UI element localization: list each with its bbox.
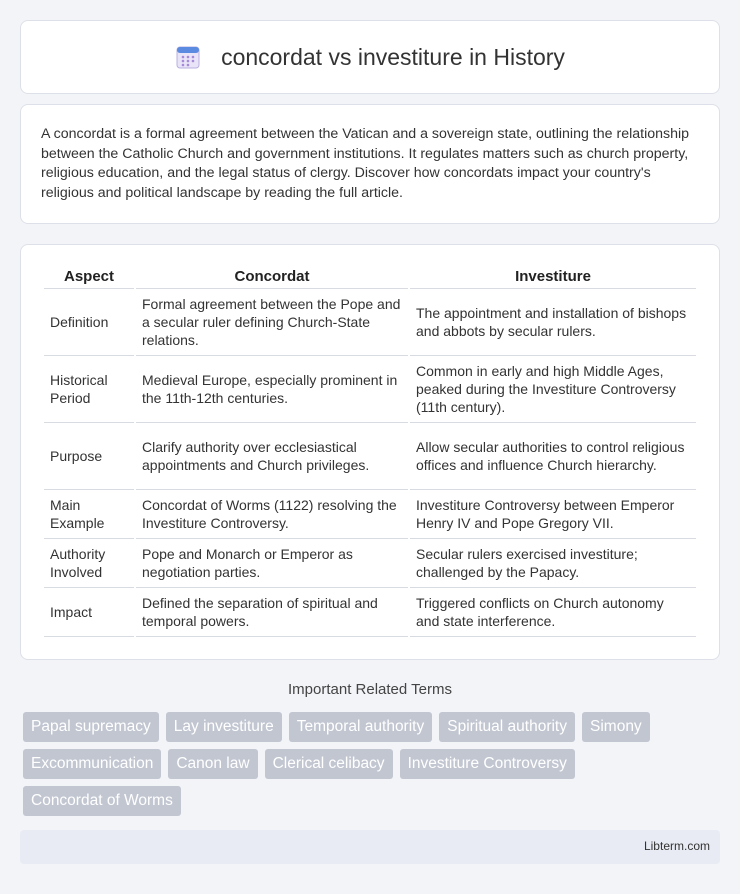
related-term-tag[interactable]: Simony: [582, 712, 650, 742]
related-terms-title: Important Related Terms: [288, 681, 452, 698]
related-term-tag[interactable]: Concordat of Worms: [23, 786, 181, 816]
related-term-tag[interactable]: Clerical celibacy: [265, 749, 393, 779]
header-investiture: Investiture: [410, 265, 696, 289]
row-investiture: Triggered conflicts on Church autonomy and state interference.: [410, 588, 696, 637]
related-term-tag[interactable]: Investiture Controversy: [400, 749, 575, 779]
row-concordat: Pope and Monarch or Emperor as negotiation parties.: [136, 539, 408, 588]
row-concordat: Medieval Europe, especially prominent in the 11th-12th centuries.: [136, 356, 408, 423]
table-row: [44, 490, 696, 539]
row-investiture: Allow secular authorities to control religious offices and influence Church hierarchy.: [410, 423, 696, 490]
row-aspect: Definition: [44, 289, 134, 356]
table-row: [44, 423, 696, 490]
row-concordat: Formal agreement between the Pope and a secular ruler defining Church-State relations.: [136, 289, 408, 356]
related-term-tag[interactable]: Canon law: [168, 749, 257, 779]
related-term-tag[interactable]: Papal supremacy: [23, 712, 159, 742]
row-aspect: Impact: [44, 588, 134, 637]
footer-site-link[interactable]: Libterm.com: [643, 839, 710, 853]
comparison-card: [20, 244, 720, 660]
row-concordat: Defined the separation of spiritual and temporal powers.: [136, 588, 408, 637]
row-aspect: Historical Period: [44, 356, 134, 423]
related-term-tag[interactable]: Excommunication: [23, 749, 161, 779]
comparison-table: [42, 265, 698, 637]
row-concordat: Concordat of Worms (1122) resolving the Investiture Controversy.: [136, 490, 408, 539]
row-aspect: Main Example: [44, 490, 134, 539]
row-investiture: Common in early and high Middle Ages, peaked during the Investiture Controversy (11th century).: [410, 356, 696, 423]
table-row: [44, 289, 696, 356]
table-row: [44, 539, 696, 588]
header-card: [20, 20, 720, 94]
calendar-icon: [175, 44, 201, 70]
row-concordat: Clarify authority over ecclesiastical appointments and Church privileges.: [136, 423, 408, 490]
row-investiture: The appointment and installation of bishops and abbots by secular rulers.: [410, 289, 696, 356]
table-row: [44, 588, 696, 637]
related-term-tag[interactable]: Spiritual authority: [439, 712, 575, 742]
header-concordat: Concordat: [136, 265, 408, 289]
related-term-tag[interactable]: Temporal authority: [289, 712, 433, 742]
intro-text: A concordat is a formal agreement between the Vatican and a sovereign state, outlining the relationship between the Catholic Church and government institutions. It regulates matters such as church property, religious education, and the legal status of clergy. Discover how concordats impact your country's religious and political landscape by reading the full article.: [41, 126, 690, 201]
row-aspect: Authority Involved: [44, 539, 134, 588]
table-row: [44, 356, 696, 423]
related-terms-list: [23, 712, 713, 823]
intro-card: [20, 104, 720, 224]
header-aspect: Aspect: [44, 265, 134, 289]
row-aspect: Purpose: [44, 423, 134, 490]
related-term-tag[interactable]: Lay investiture: [166, 712, 282, 742]
row-investiture: Investiture Controversy between Emperor Henry IV and Pope Gregory VII.: [410, 490, 696, 539]
table-header-row: [44, 265, 696, 289]
row-investiture: Secular rulers exercised investiture; challenged by the Papacy.: [410, 539, 696, 588]
footer: [20, 830, 720, 864]
page-title: concordat vs investiture in History: [221, 43, 565, 70]
